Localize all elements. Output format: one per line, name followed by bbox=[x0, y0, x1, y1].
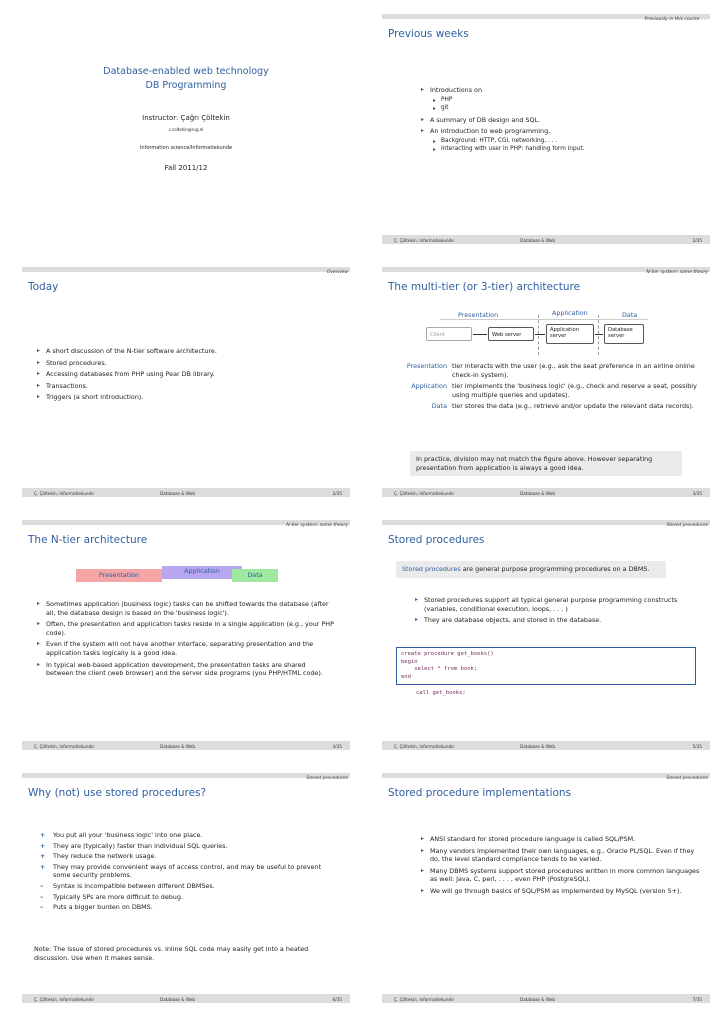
footer-author: Ç. Çöltekin, Informatiekunde bbox=[34, 996, 94, 1002]
slide-n-tier bbox=[22, 520, 350, 750]
slide-title: Stored procedure implementations bbox=[388, 787, 572, 799]
list-item: ▸ Even if the system will not have another interface, separating presentation and the application tasks logically is a good idea. bbox=[34, 640, 334, 657]
definition-term: Application bbox=[411, 382, 447, 391]
list-item: ▸ git bbox=[430, 105, 698, 113]
section-label: Previously in this course . . . bbox=[644, 17, 708, 22]
item-marker: + bbox=[40, 831, 46, 839]
page-number: 4/35 bbox=[332, 743, 342, 749]
instructor: Instructor: Çağrı Çöltekin bbox=[142, 114, 230, 122]
arrow bbox=[595, 334, 603, 335]
list-item bbox=[418, 127, 698, 154]
page-number: 7/35 bbox=[692, 996, 702, 1002]
list-item bbox=[40, 893, 330, 902]
section-label: Stored procedures bbox=[666, 523, 708, 528]
slide-title: Today bbox=[28, 281, 59, 293]
list-item: ▸ Sometimes application (business logic) tasks can be shifted towards the database (after all, the database design is based on the 'business logic'). bbox=[34, 600, 334, 617]
item-text: You put all your 'business logic' into one place. bbox=[53, 831, 203, 839]
slide-title: Stored procedures bbox=[388, 534, 485, 546]
tier-bar-application: Application bbox=[162, 566, 242, 579]
note-box: In practice, division may not match the figure above. However separating presentation from application is always a good idea. bbox=[410, 451, 682, 476]
list-item: ▸ In typical web-based application development, the presentation tasks are shared between the client (web browser) and the server side programs (you PHP/HTML code). bbox=[34, 661, 334, 678]
list-item: ▸ Stored procedures. bbox=[34, 359, 334, 368]
section-label: Stored procedures bbox=[666, 776, 708, 781]
web-server-box: Web server bbox=[488, 327, 534, 341]
list-item bbox=[40, 863, 330, 880]
department: Information science/Informatiekunde bbox=[139, 145, 233, 151]
header-bar bbox=[22, 267, 350, 272]
item-text: Typically SPs are more difficult to debug. bbox=[53, 892, 183, 901]
section-label: Stored procedures bbox=[306, 776, 348, 781]
page-number: 3/35 bbox=[692, 490, 702, 496]
footer bbox=[382, 994, 710, 1003]
slide-title: Why (not) use stored procedures? bbox=[28, 787, 207, 799]
footer bbox=[22, 488, 350, 497]
definition-text: tier stores the data (e.g., retrieve and/or update the relevant data records). bbox=[452, 402, 694, 411]
tier-label-presentation: Presentation bbox=[458, 311, 499, 319]
slide-why-stored-procedures bbox=[22, 773, 350, 1003]
slide-title: The multi-tier (or 3-tier) architecture bbox=[388, 281, 581, 293]
tier-separator bbox=[598, 315, 599, 355]
item-text: Puts a bigger burden on DBMS. bbox=[53, 903, 153, 912]
footer bbox=[382, 235, 710, 244]
item-text: An introduction to web programming, bbox=[430, 127, 551, 136]
defined-term: Stored procedures bbox=[402, 565, 461, 573]
list-item: ▸ PHP bbox=[430, 97, 698, 105]
page-number: 6/35 bbox=[332, 996, 342, 1002]
bullet-list bbox=[418, 835, 702, 899]
item-marker: + bbox=[40, 841, 46, 850]
email: c.coltekin@rug.nl bbox=[168, 127, 204, 132]
list-item: ▸ A short discussion of the N-tier software architecture. bbox=[34, 347, 334, 356]
bullet-list bbox=[34, 347, 334, 405]
definition-list bbox=[388, 362, 698, 414]
header-bar bbox=[382, 773, 710, 778]
footer-course: Database & Web bbox=[520, 743, 556, 749]
list-item: ▸ Triggers (a short introduction). bbox=[34, 393, 334, 402]
list-item bbox=[40, 831, 330, 840]
bullet-list bbox=[34, 600, 334, 681]
course-title: Database-enabled web technology bbox=[103, 66, 269, 77]
architecture-diagram bbox=[426, 307, 686, 351]
list-item: ▸ Background: HTTP, CGI, networking, . . . bbox=[430, 138, 698, 146]
tier-label-data: Data bbox=[622, 311, 638, 319]
list-item: ▸ ANSI standard for stored procedure language is called SQL/PSM. bbox=[418, 835, 702, 844]
definition-text: are general purpose programming procedures on a DBMS. bbox=[460, 565, 650, 573]
note-text: Note: The issue of stored procedures vs. inline SQL code may easily get into a heated discussion. Use when it makes sense. bbox=[34, 945, 309, 962]
footer-author: Ç. Çöltekin, Informatiekunde bbox=[394, 996, 454, 1002]
footer-author: Ç. Çöltekin, Informatiekunde bbox=[34, 743, 94, 749]
item-marker: + bbox=[40, 862, 46, 871]
header-bar bbox=[382, 520, 710, 525]
list-item: ▸ Interacting with user in PHP: handling form input. bbox=[430, 146, 698, 154]
slide-title bbox=[22, 14, 350, 244]
definition-text: tier interacts with the user (e.g., ask the seat preference in an airline online check-in system). bbox=[452, 362, 695, 379]
bullet-list bbox=[412, 596, 702, 628]
footer-author: Ç. Çöltekin, Informatiekunde bbox=[394, 743, 454, 749]
slide-stored-procedures bbox=[382, 520, 710, 750]
slide-multi-tier bbox=[382, 267, 710, 497]
list-item: ▸ We will go through basics of SQL/PSM as implemented by MySQL (version 5+). bbox=[418, 887, 702, 896]
section-label: N-tier system: some theory bbox=[286, 523, 348, 528]
page-number: 2/35 bbox=[332, 490, 342, 496]
item-text: They are (typically) faster than individual SQL queries. bbox=[53, 841, 228, 850]
list-item: ▸ Many DBMS systems support stored procedures written in more common languages as well: Java, C, perl, . . . , even PHP (PostgreSQL). bbox=[418, 867, 702, 884]
footer-course: Database & Web bbox=[160, 490, 196, 496]
item-marker: – bbox=[40, 903, 44, 912]
list-item: ▸ Stored procedures support all typical general purpose programming constructs (variables, conditional execution, loops, . . . ) bbox=[412, 596, 702, 613]
footer-author: Ç. Çöltekin, Informatiekunde bbox=[394, 490, 454, 496]
application-server-box: Application server bbox=[546, 324, 594, 344]
list-item: ▸ Accessing databases from PHP using Pear DB library. bbox=[34, 370, 334, 379]
tier-bar-presentation: Presentation bbox=[76, 569, 162, 582]
list-item: ▸ Transactions. bbox=[34, 382, 334, 391]
course-subtitle: DB Programming bbox=[145, 80, 227, 91]
list-item: ▸ Often, the presentation and application tasks reside in a single application (e.g., your PHP code). bbox=[34, 620, 334, 637]
section-label: N-tier system: some theory bbox=[646, 270, 708, 275]
term: Fall 2011/12 bbox=[164, 164, 208, 172]
footer-course: Database & Web bbox=[160, 996, 196, 1002]
slide-sp-implementations bbox=[382, 773, 710, 1003]
database-server-box: Database server bbox=[604, 324, 644, 344]
code-call: call get_books; bbox=[416, 690, 466, 696]
arrow bbox=[473, 334, 487, 335]
definition-term: Presentation bbox=[406, 362, 447, 370]
page-number: 5/35 bbox=[692, 743, 702, 749]
definition-box bbox=[396, 561, 666, 578]
bullet-list bbox=[418, 86, 698, 157]
footer-course: Database & Web bbox=[160, 743, 196, 749]
list-item bbox=[40, 842, 330, 851]
arrow bbox=[535, 334, 545, 335]
item-marker: – bbox=[40, 892, 44, 901]
list-item: ▸ A summary of DB design and SQL. bbox=[418, 116, 698, 125]
list-item bbox=[418, 86, 698, 113]
section-label: Overview bbox=[326, 270, 348, 275]
slide-today bbox=[22, 267, 350, 497]
footer bbox=[22, 994, 350, 1003]
footer-course: Database & Web bbox=[520, 490, 556, 496]
code-block: create procedure get_books() begin select * from book; end bbox=[396, 647, 696, 685]
item-text: They may provide convenient ways of access control, and may be useful to prevent some security problems. bbox=[53, 862, 322, 880]
pros-cons-list bbox=[40, 831, 330, 914]
item-marker: – bbox=[40, 881, 44, 890]
slide-title: Previous weeks bbox=[388, 28, 469, 40]
definition-term: Data bbox=[431, 402, 447, 411]
client-box: Client bbox=[426, 327, 472, 341]
list-item: ▸ They are database objects, and stored in the database. bbox=[412, 616, 702, 625]
tier-separator bbox=[538, 315, 539, 355]
tier-label-application: Application bbox=[552, 309, 588, 317]
page-number: 2/35 bbox=[692, 237, 702, 243]
footer bbox=[382, 741, 710, 750]
list-item: ▸ Many vendors implemented their own languages, e.g., Oracle PL/SQL. Even if they do, the level standard compliance tends to be varied. bbox=[418, 847, 702, 864]
list-item bbox=[40, 882, 330, 891]
footer-course: Database & Web bbox=[520, 237, 556, 243]
item-text: They reduce the network usage. bbox=[53, 852, 157, 861]
item-text: Introductions on bbox=[430, 86, 483, 94]
definition-row bbox=[388, 402, 698, 411]
slide-previous-weeks bbox=[382, 14, 710, 244]
item-marker: + bbox=[40, 852, 46, 861]
footer-author: Ç. Çöltekin, Informatiekunde bbox=[34, 490, 94, 496]
list-item bbox=[40, 903, 330, 912]
footer-author: Ç. Çöltekin, Informatiekunde bbox=[394, 237, 454, 243]
tier-bar-data: Data bbox=[232, 569, 278, 582]
tier-divider bbox=[440, 319, 648, 320]
definition-row bbox=[388, 362, 698, 379]
list-item bbox=[40, 852, 330, 861]
definition-text: tier implements the 'business logic' (e.g., check and reserve a seat, possibly using multiple queries and updates). bbox=[452, 382, 697, 399]
item-text: Syntax is incompatible between different DBMSes. bbox=[53, 881, 215, 890]
footer bbox=[22, 741, 350, 750]
header-bar bbox=[22, 773, 350, 778]
footer-course: Database & Web bbox=[520, 996, 556, 1002]
footer bbox=[382, 488, 710, 497]
definition-row bbox=[388, 382, 698, 399]
slide-title: The N-tier architecture bbox=[28, 534, 148, 546]
